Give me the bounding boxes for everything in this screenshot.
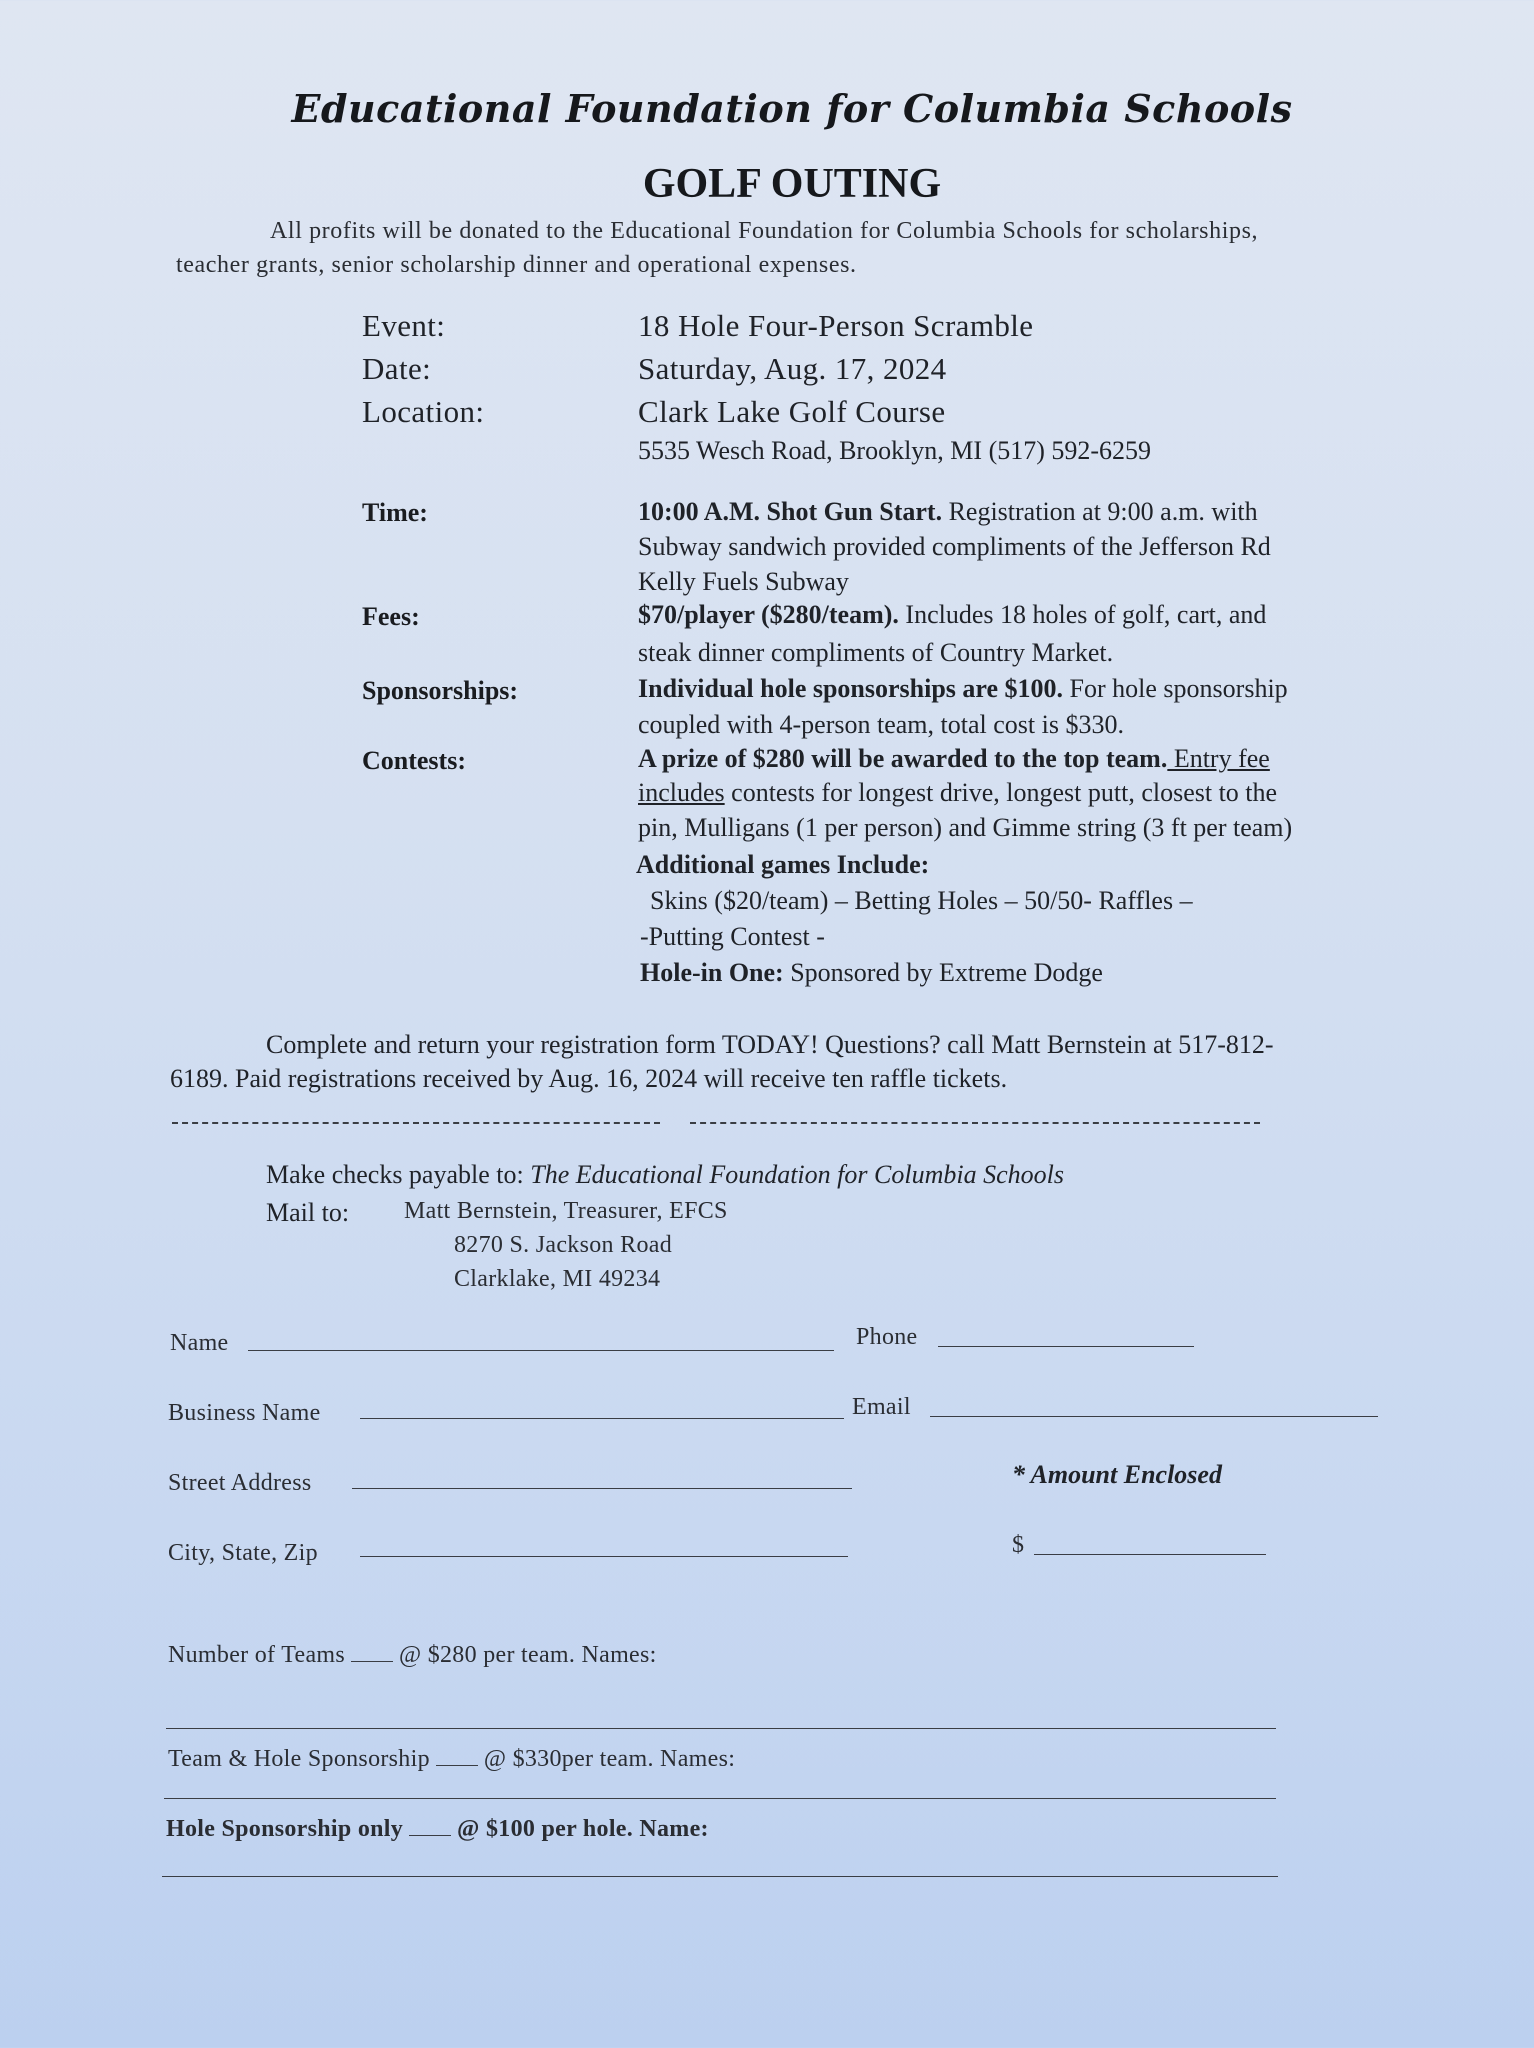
fees-includes: Includes 18 holes of golf, cart, and xyxy=(898,600,1267,629)
checks-payable-line xyxy=(266,1160,1064,1190)
teams-prefix: Number of Teams xyxy=(168,1642,345,1668)
contests-includes: includes xyxy=(638,778,725,807)
fees-line-2: steak dinner compliments of Country Market. xyxy=(638,638,1114,667)
time-start: 10:00 A.M. Shot Gun Start. xyxy=(638,497,943,526)
amount-enclosed-label: * Amount Enclosed xyxy=(1012,1460,1222,1489)
contests-line-1 xyxy=(638,744,1270,774)
hole-in-one-label: Hole-in One: xyxy=(640,958,784,987)
teams-names-field[interactable] xyxy=(166,1728,1276,1729)
date-value: Saturday, Aug. 17, 2024 xyxy=(638,351,947,386)
business-name-field[interactable] xyxy=(360,1418,844,1419)
name-label: Name xyxy=(170,1330,229,1356)
intro-line-1: All profits will be donated to the Educational Foundation for Columbia Schools for scholarships, xyxy=(270,218,1259,244)
team-hole-suffix: @ $330per team. Names: xyxy=(483,1746,736,1772)
mail-to-label: Mail to: xyxy=(266,1198,350,1227)
hole-only-name-field[interactable] xyxy=(162,1876,1278,1877)
hole-sponsorship-only-line xyxy=(166,1816,709,1843)
sponsorships-line-1 xyxy=(638,674,1288,704)
organization-title: Educational Foundation for Columbia Schools xyxy=(291,86,1293,131)
event-title: GOLF OUTING xyxy=(642,161,942,207)
hole-only-prefix: Hole Sponsorship only xyxy=(166,1816,404,1842)
additional-games-line-1: Skins ($20/team) – Betting Holes – 50/50- Raffles – xyxy=(650,886,1193,915)
contests-label: Contests: xyxy=(362,746,466,775)
time-registration: Registration at 9:00 a.m. with xyxy=(942,497,1258,526)
city-state-zip-field[interactable] xyxy=(360,1556,848,1557)
street-address-label: Street Address xyxy=(168,1470,312,1496)
time-line-2: Subway sandwich provided compliments of the Jefferson Rd xyxy=(638,532,1271,561)
number-of-teams-blank[interactable] xyxy=(351,1661,393,1662)
time-label: Time: xyxy=(362,498,428,527)
number-of-teams-line xyxy=(168,1642,657,1669)
additional-games-line-2: -Putting Contest - xyxy=(640,922,825,951)
location-value: Clark Lake Golf Course xyxy=(638,394,946,429)
hole-in-one-line xyxy=(640,958,1103,988)
time-line-1 xyxy=(638,497,1258,527)
sponsorships-label: Sponsorships: xyxy=(362,676,519,705)
sponsorships-coupled: For hole sponsorship xyxy=(1063,674,1288,703)
city-state-zip-label: City, State, Zip xyxy=(168,1540,318,1566)
event-value: 18 Hole Four-Person Scramble xyxy=(638,308,1034,343)
sponsorships-line-2: coupled with 4-person team, total cost is $330. xyxy=(638,710,1124,739)
cta-line-1: Complete and return your registration form TODAY! Questions? call Matt Bernstein at 517-812- xyxy=(266,1030,1274,1059)
cta-line-2: 6189. Paid registrations received by Aug. 16, 2024 will receive ten raffle tickets. xyxy=(170,1064,1008,1093)
sponsorships-price: Individual hole sponsorships are $100. xyxy=(638,674,1064,703)
team-hole-sponsorship-line xyxy=(168,1746,735,1773)
phone-field[interactable] xyxy=(938,1346,1194,1347)
dollar-sign: $ xyxy=(1012,1532,1025,1558)
contests-entry-fee: Entry fee xyxy=(1167,744,1270,773)
email-field[interactable] xyxy=(930,1416,1378,1417)
contests-line-2 xyxy=(638,778,1277,808)
hole-only-blank[interactable] xyxy=(409,1835,451,1836)
time-line-3: Kelly Fuels Subway xyxy=(638,567,849,596)
hole-only-suffix: @ $100 per hole. Name: xyxy=(457,1816,709,1842)
mail-line-1: Matt Bernstein, Treasurer, EFCS xyxy=(404,1198,728,1224)
checks-payee: The Educational Foundation for Columbia Schools xyxy=(530,1160,1064,1189)
contests-list: contests for longest drive, longest putt, closest to the xyxy=(724,778,1278,807)
checks-prefix: Make checks payable to: xyxy=(266,1160,531,1189)
street-address-field[interactable] xyxy=(352,1488,852,1489)
email-label: Email xyxy=(852,1394,911,1420)
date-label: Date: xyxy=(362,351,432,386)
event-label: Event: xyxy=(362,308,446,343)
mail-line-3: Clarklake, MI 49234 xyxy=(454,1266,661,1292)
teams-suffix: @ $280 per team. Names: xyxy=(399,1642,657,1668)
hole-in-one-sponsor: Sponsored by Extreme Dodge xyxy=(783,958,1103,987)
fees-label: Fees: xyxy=(362,602,420,631)
cut-line-right xyxy=(690,1122,1260,1124)
name-field[interactable] xyxy=(248,1350,834,1351)
team-hole-blank[interactable] xyxy=(436,1765,478,1766)
phone-label: Phone xyxy=(856,1324,918,1350)
business-name-label: Business Name xyxy=(168,1400,321,1426)
contests-line-3: pin, Mulligans (1 per person) and Gimme string (3 ft per team) xyxy=(638,813,1293,842)
fees-amount: $70/player ($280/team). xyxy=(638,600,899,629)
team-hole-prefix: Team & Hole Sponsorship xyxy=(168,1746,430,1772)
amount-enclosed-field[interactable] xyxy=(1034,1554,1266,1555)
fees-line-1 xyxy=(638,600,1266,630)
cut-line-left xyxy=(172,1122,660,1124)
location-address: 5535 Wesch Road, Brooklyn, MI (517) 592-6259 xyxy=(638,436,1152,465)
additional-games-heading: Additional games Include: xyxy=(636,850,930,879)
contests-prize: A prize of $280 will be awarded to the top team. xyxy=(638,744,1168,773)
location-label: Location: xyxy=(362,394,485,429)
mail-line-2: 8270 S. Jackson Road xyxy=(454,1232,672,1258)
team-hole-names-field[interactable] xyxy=(164,1798,1276,1799)
intro-line-2: teacher grants, senior scholarship dinner and operational expenses. xyxy=(176,252,857,278)
